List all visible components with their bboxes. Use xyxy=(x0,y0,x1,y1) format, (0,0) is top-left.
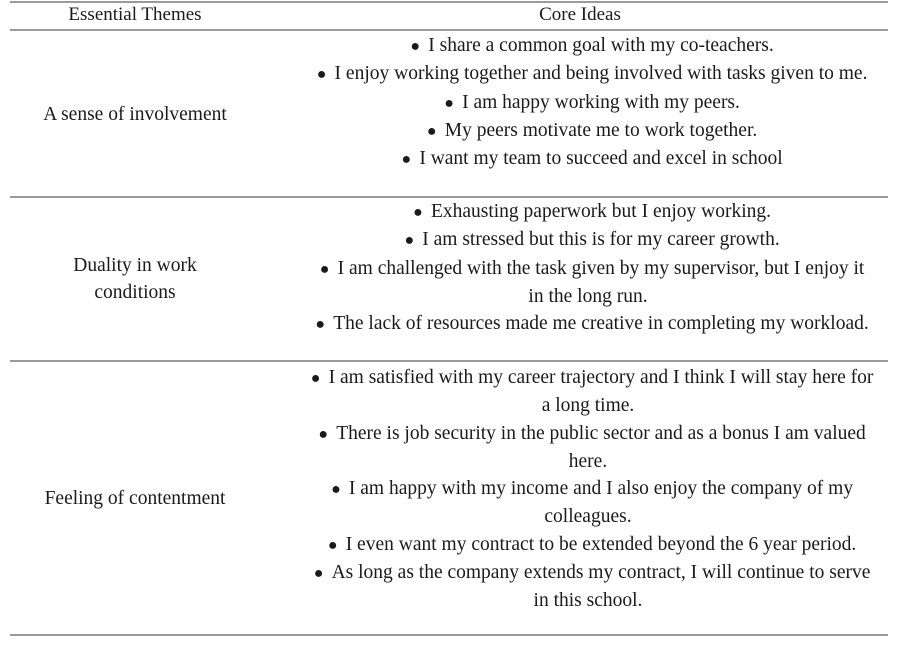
list-item xyxy=(272,310,888,338)
list-item xyxy=(272,255,888,311)
idea-text: I even want my contract to be extended beyond the 6 year period. xyxy=(345,533,857,555)
bullet-icon: ● xyxy=(404,232,415,250)
bottom-rule xyxy=(10,634,888,636)
bullet-icon: ● xyxy=(315,316,326,334)
core-ideas-list xyxy=(272,198,888,338)
list-item xyxy=(272,420,888,476)
idea-text: I want my team to succeed and excel in school xyxy=(419,148,783,170)
list-item xyxy=(272,559,888,615)
table-row xyxy=(10,32,888,196)
theme-label: Duality in work conditions xyxy=(73,255,197,303)
idea-text: Exhausting paperwork but I enjoy working. xyxy=(430,201,772,222)
core-ideas-list xyxy=(272,32,888,173)
list-item xyxy=(272,32,888,60)
table-header xyxy=(10,0,888,30)
bullet-icon: ● xyxy=(444,94,454,112)
bullet-icon: ● xyxy=(331,481,341,499)
idea-text: As long as the company extends my contract, I will continue to serve in this school. xyxy=(331,562,871,612)
theme-cell xyxy=(10,364,260,632)
list-item xyxy=(272,89,888,117)
table-row xyxy=(10,364,888,632)
bullet-icon: ● xyxy=(327,536,338,554)
header-core-ideas: Core Ideas xyxy=(539,4,621,25)
idea-text: The lack of resources made me creative in completing my workload. xyxy=(333,313,869,335)
bullet-icon: ● xyxy=(310,370,321,387)
idea-text: I am happy with my income and I also enjoy the company of my colleagues. xyxy=(348,478,854,528)
bullet-icon: ● xyxy=(316,66,327,84)
bullet-icon: ● xyxy=(318,425,329,443)
list-item xyxy=(272,364,888,420)
core-ideas-list xyxy=(272,364,888,615)
theme-label: Feeling of contentment xyxy=(44,487,226,509)
table-row xyxy=(10,198,888,360)
idea-text: There is job security in the public sector and as a bonus I am valued here. xyxy=(336,422,866,472)
list-item xyxy=(272,60,888,88)
theme-cell xyxy=(10,32,260,196)
bullet-icon: ● xyxy=(426,122,437,140)
theme-cell xyxy=(10,198,260,360)
idea-text: I am happy working with my peers. xyxy=(462,91,740,113)
bullet-icon: ● xyxy=(413,204,423,221)
bullet-icon: ● xyxy=(410,38,421,55)
bullet-icon: ● xyxy=(319,260,330,278)
idea-text: I am satisfied with my career trajectory and I think I will stay here for a long time. xyxy=(328,367,874,417)
row-rule xyxy=(10,360,888,362)
idea-text: I share a common goal with my co-teachers. xyxy=(428,35,774,56)
idea-text: I am challenged with the task given by my supervisor, but I enjoy it in the long run. xyxy=(337,257,865,307)
list-item xyxy=(272,531,888,559)
list-item xyxy=(272,226,888,254)
bullet-icon: ● xyxy=(313,565,324,583)
idea-text: I am stressed but this is for my career growth. xyxy=(422,229,780,251)
header-rule xyxy=(10,29,888,31)
idea-text: My peers motivate me to work together. xyxy=(444,119,758,141)
header-essential-themes: Essential Themes xyxy=(68,4,202,25)
list-item xyxy=(272,145,888,173)
list-item xyxy=(272,117,888,145)
idea-text: I enjoy working together and being involved with tasks given to me. xyxy=(334,63,868,85)
list-item xyxy=(272,475,888,531)
list-item xyxy=(272,198,888,226)
theme-label: A sense of involvement xyxy=(43,103,227,125)
bullet-icon: ● xyxy=(401,151,412,169)
